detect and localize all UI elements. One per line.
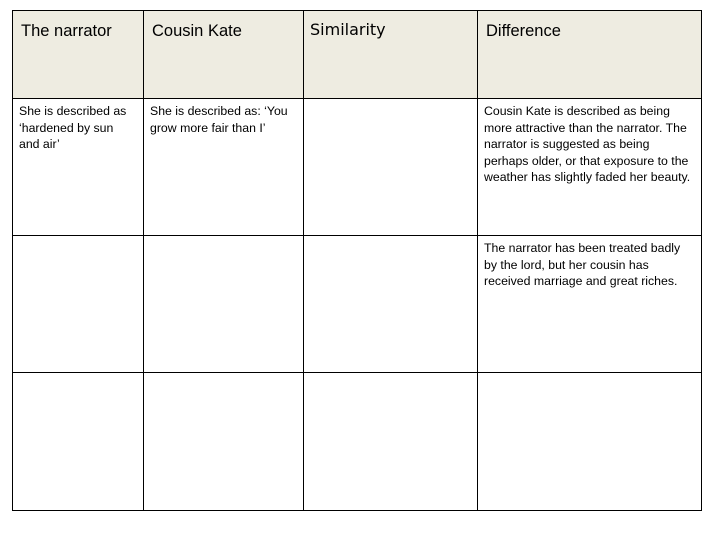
cell-narrator: [13, 373, 144, 511]
table-row: [13, 373, 702, 511]
cell-text-difference: [478, 373, 701, 377]
table-row: [13, 99, 702, 236]
cell-text-cousin-kate: [144, 373, 303, 377]
cell-text-narrator: [13, 236, 143, 240]
header-cell-cousin-kate: [144, 11, 304, 99]
cell-narrator: [13, 236, 144, 373]
cell-cousin-kate: [144, 373, 304, 511]
cell-text-cousin-kate: She is described as: ‘You grow more fair than I’: [150, 104, 288, 135]
cell-text-difference: Cousin Kate is described as being more attractive than the narrator. The narrator is suggested as being perhaps older, or that exposure to the weather has slightly faded her beauty.: [484, 104, 691, 185]
cell-difference: [478, 373, 702, 511]
header-label-difference: Difference: [486, 22, 561, 40]
cell-text-similarity: [304, 373, 477, 377]
header-label-similarity: Similarity: [310, 20, 386, 39]
cell-text-narrator: She is described as ‘hardened by sun and air’: [19, 104, 127, 152]
cell-similarity: [304, 236, 478, 373]
header-cell-narrator: [13, 11, 144, 99]
comparison-grid: [12, 10, 701, 510]
cell-difference: [478, 236, 702, 373]
cell-cousin-kate: [144, 99, 304, 236]
table-row: [13, 236, 702, 373]
cell-text-similarity: [304, 236, 477, 240]
cell-text-narrator: [13, 373, 143, 377]
header-label-cousin-kate: Cousin Kate: [152, 22, 242, 40]
header-cell-difference: [478, 11, 702, 99]
cell-difference: [478, 99, 702, 236]
header-cell-similarity: [304, 11, 478, 99]
header-row: [13, 11, 702, 99]
cell-text-difference: The narrator has been treated badly by the lord, but her cousin has received marriage and great riches.: [484, 241, 681, 289]
cell-cousin-kate: [144, 236, 304, 373]
cell-text-similarity: [304, 99, 477, 103]
cell-narrator: [13, 99, 144, 236]
comparison-table: [12, 10, 702, 511]
cell-similarity: [304, 373, 478, 511]
cell-similarity: [304, 99, 478, 236]
cell-text-cousin-kate: [144, 236, 303, 240]
header-label-narrator: The narrator: [21, 22, 112, 40]
